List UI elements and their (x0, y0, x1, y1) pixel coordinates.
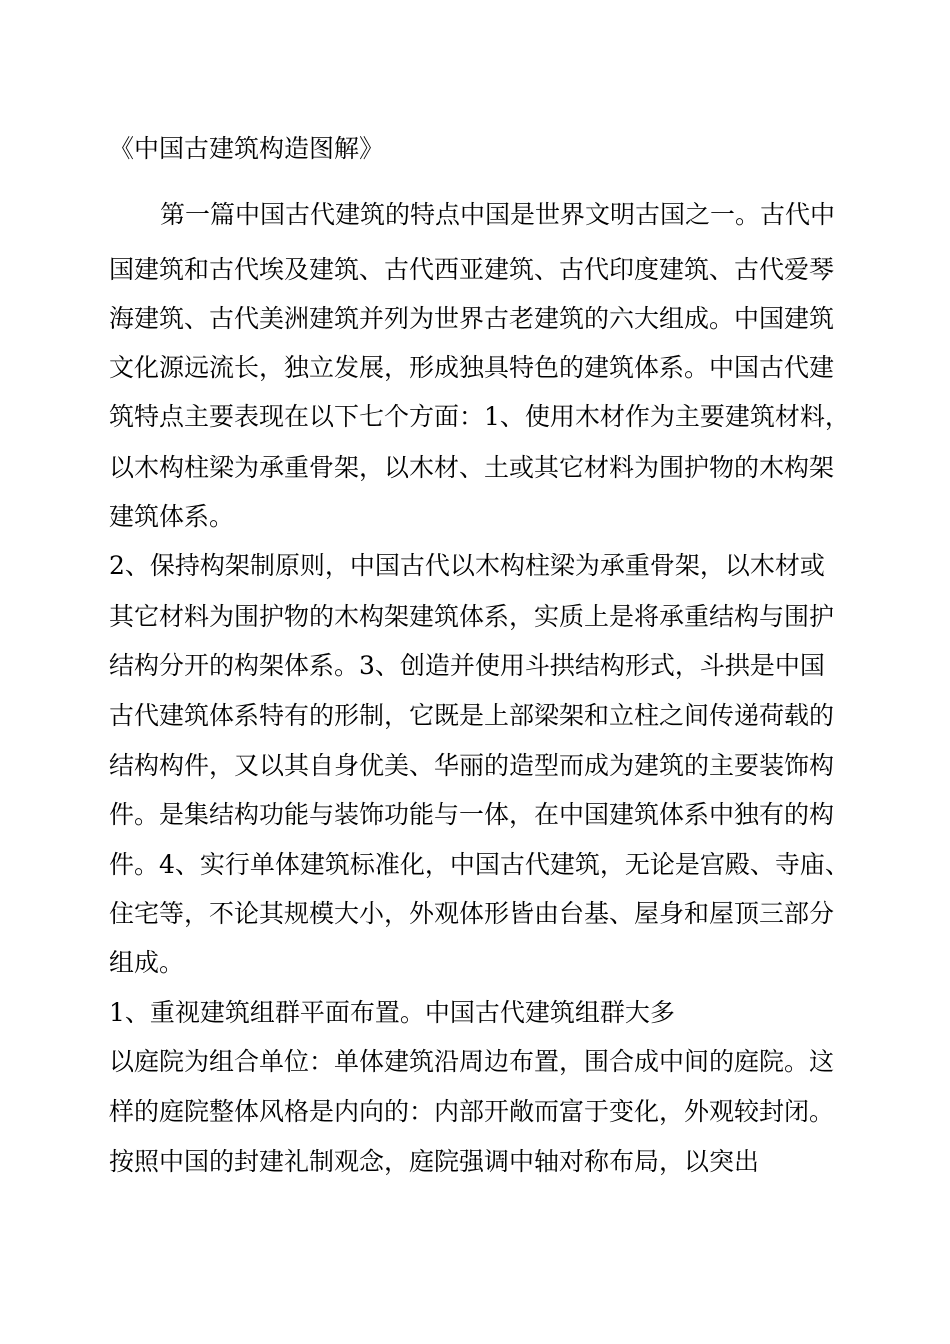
paragraph-line: 第一篇中国古代建筑的特点中国是世界文明古国之一。古代中 (160, 200, 836, 229)
paragraph-line: 2、保持构架制原则，中国古代以木构柱梁为承重骨架，以木材或 (109, 551, 825, 580)
paragraph-line: 组成。 (109, 948, 185, 977)
paragraph-line: 件。是集结构功能与装饰功能与一体，在中国建筑体系中独有的构 (109, 800, 835, 829)
paragraph-line: 件。4、实行单体建筑标准化，中国古代建筑，无论是宫殿、寺庙、 (109, 850, 850, 879)
paragraph-line: 样的庭院整体风格是内向的：内部开敞而富于变化，外观较封闭。 (109, 1097, 835, 1126)
paragraph-line: 按照中国的封建礼制观念，庭院强调中轴对称布局，以突出 (109, 1147, 760, 1176)
paragraph-line: 结构构件，又以其自身优美、华丽的造型而成为建筑的主要装饰构 (109, 751, 835, 780)
paragraph-line: 海建筑、古代美洲建筑并列为世界古老建筑的六大组成。中国建筑 (109, 304, 835, 333)
paragraph-line: 筑特点主要表现在以下七个方面：1、使用木材作为主要建筑材料， (109, 402, 850, 431)
paragraph-line: 结构分开的构架体系。3、创造并使用斗拱结构形式，斗拱是中国 (109, 651, 825, 680)
paragraph-line: 以木构柱梁为承重骨架，以木材、土或其它材料为围护物的木构架 (109, 453, 835, 482)
paragraph-line: 国建筑和古代埃及建筑、古代西亚建筑、古代印度建筑、古代爱琴 (109, 255, 835, 284)
paragraph-line: 其它材料为围护物的木构架建筑体系，实质上是将承重结构与围护 (109, 602, 835, 631)
paragraph-line: 文化源远流长，独立发展，形成独具特色的建筑体系。中国古代建 (109, 353, 835, 382)
document-title: 《中国古建筑构造图解》 (109, 134, 385, 163)
paragraph-line: 以庭院为组合单位：单体建筑沿周边布置，围合成中间的庭院。这 (109, 1047, 835, 1076)
paragraph-line: 住宅等，不论其规模大小，外观体形皆由台基、屋身和屋顶三部分 (109, 899, 835, 928)
paragraph-line: 古代建筑体系特有的形制，它既是上部梁架和立柱之间传递荷载的 (109, 701, 835, 730)
paragraph-line: 建筑体系。 (109, 502, 235, 531)
paragraph-line: 1、重视建筑组群平面布置。中国古代建筑组群大多 (109, 998, 675, 1027)
